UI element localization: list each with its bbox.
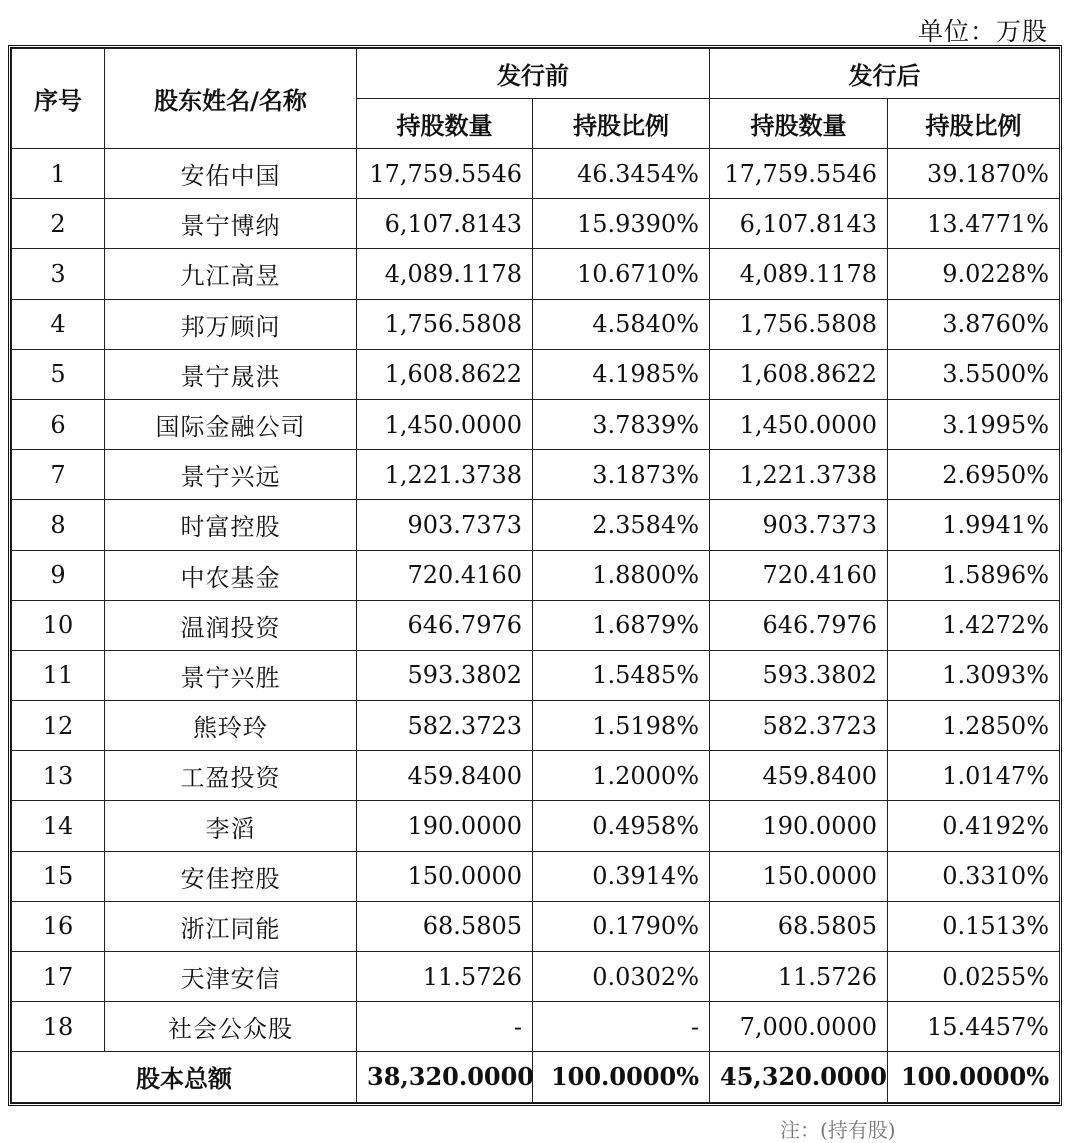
cell-before-shares: 6,107.8143 (357, 199, 533, 249)
header-row-top (12, 49, 1060, 99)
cell-after-ratio: 2.6950% (888, 450, 1060, 500)
cell-name: 景宁兴远 (105, 450, 357, 500)
table-row (12, 701, 1060, 751)
cell-idx: 1 (12, 149, 105, 199)
cell-before-ratio: - (533, 1002, 710, 1052)
cell-after-ratio: 1.5896% (888, 550, 1060, 600)
cell-before-ratio: 1.5198% (533, 701, 710, 751)
cell-after-ratio: 1.9941% (888, 500, 1060, 550)
cell-name: 李滔 (105, 801, 357, 851)
table-row (12, 550, 1060, 600)
cell-after-ratio: 0.1513% (888, 901, 1060, 951)
table-row (12, 500, 1060, 550)
cell-name: 熊玲玲 (105, 701, 357, 751)
cell-before-shares: 582.3723 (357, 701, 533, 751)
total-before-ratio: 100.0000% (533, 1052, 710, 1102)
cell-idx: 2 (12, 199, 105, 249)
cell-after-ratio: 3.1995% (888, 399, 1060, 449)
cell-after-shares: 459.8400 (710, 751, 888, 801)
table-row (12, 1002, 1060, 1052)
cell-before-shares: 1,756.5808 (357, 299, 533, 349)
header-after-ratio: 持股比例 (888, 99, 1060, 149)
cell-idx: 17 (12, 952, 105, 1002)
cell-name: 安佳控股 (105, 851, 357, 901)
cell-before-ratio: 1.2000% (533, 751, 710, 801)
cell-after-ratio: 39.1870% (888, 149, 1060, 199)
table-row (12, 149, 1060, 199)
cell-before-shares: 1,608.8622 (357, 349, 533, 399)
footnote: 注：(持有股) (780, 1118, 896, 1142)
cell-after-ratio: 1.3093% (888, 650, 1060, 700)
cell-after-shares: 68.5805 (710, 901, 888, 951)
cell-idx: 6 (12, 399, 105, 449)
header-before: 发行前 (357, 49, 710, 99)
header-after-shares: 持股数量 (710, 99, 888, 149)
cell-name: 中农基金 (105, 550, 357, 600)
cell-before-shares: 4,089.1178 (357, 249, 533, 299)
total-after-ratio: 100.0000% (888, 1052, 1060, 1102)
cell-idx: 9 (12, 550, 105, 600)
cell-before-ratio: 10.6710% (533, 249, 710, 299)
cell-idx: 5 (12, 349, 105, 399)
table-row (12, 299, 1060, 349)
cell-before-shares: 1,221.3738 (357, 450, 533, 500)
cell-name: 浙江同能 (105, 901, 357, 951)
cell-name: 天津安信 (105, 952, 357, 1002)
cell-name: 九江高昱 (105, 249, 357, 299)
cell-name: 安佑中国 (105, 149, 357, 199)
cell-before-ratio: 3.1873% (533, 450, 710, 500)
header-name: 股东姓名/名称 (105, 49, 357, 149)
table-row (12, 650, 1060, 700)
cell-name: 社会公众股 (105, 1002, 357, 1052)
header-before-shares: 持股数量 (357, 99, 533, 149)
cell-idx: 14 (12, 801, 105, 851)
table-body (12, 149, 1060, 1052)
cell-after-shares: 903.7373 (710, 500, 888, 550)
cell-before-ratio: 1.8800% (533, 550, 710, 600)
cell-before-shares: 17,759.5546 (357, 149, 533, 199)
cell-before-ratio: 0.3914% (533, 851, 710, 901)
header-idx: 序号 (12, 49, 105, 149)
total-label: 股本总额 (12, 1052, 357, 1102)
cell-after-shares: 582.3723 (710, 701, 888, 751)
cell-after-shares: 646.7976 (710, 600, 888, 650)
cell-after-ratio: 3.8760% (888, 299, 1060, 349)
cell-before-ratio: 2.3584% (533, 500, 710, 550)
cell-before-shares: - (357, 1002, 533, 1052)
cell-before-shares: 190.0000 (357, 801, 533, 851)
cell-before-ratio: 3.7839% (533, 399, 710, 449)
cell-before-shares: 903.7373 (357, 500, 533, 550)
cell-after-ratio: 9.0228% (888, 249, 1060, 299)
unit-label: 单位：万股 (917, 17, 1048, 46)
cell-idx: 15 (12, 851, 105, 901)
cell-before-ratio: 0.1790% (533, 901, 710, 951)
cell-after-ratio: 3.5500% (888, 349, 1060, 399)
cell-before-shares: 150.0000 (357, 851, 533, 901)
cell-before-shares: 11.5726 (357, 952, 533, 1002)
total-before-shares: 38,320.0000 (357, 1052, 533, 1102)
cell-before-ratio: 4.1985% (533, 349, 710, 399)
cell-idx: 13 (12, 751, 105, 801)
cell-after-ratio: 1.0147% (888, 751, 1060, 801)
cell-after-ratio: 0.0255% (888, 952, 1060, 1002)
cell-after-shares: 17,759.5546 (710, 149, 888, 199)
cell-before-shares: 68.5805 (357, 901, 533, 951)
cell-after-shares: 7,000.0000 (710, 1002, 888, 1052)
table-row (12, 851, 1060, 901)
table-row (12, 952, 1060, 1002)
cell-name: 景宁晟洪 (105, 349, 357, 399)
cell-before-ratio: 1.5485% (533, 650, 710, 700)
cell-after-shares: 190.0000 (710, 801, 888, 851)
cell-before-shares: 1,450.0000 (357, 399, 533, 449)
cell-before-ratio: 1.6879% (533, 600, 710, 650)
cell-idx: 7 (12, 450, 105, 500)
total-after-shares: 45,320.0000 (710, 1052, 888, 1102)
table-row (12, 399, 1060, 449)
cell-after-ratio: 15.4457% (888, 1002, 1060, 1052)
shareholding-table (11, 48, 1060, 1103)
table-row (12, 349, 1060, 399)
cell-before-ratio: 4.5840% (533, 299, 710, 349)
cell-before-ratio: 0.4958% (533, 801, 710, 851)
table-row (12, 751, 1060, 801)
cell-idx: 11 (12, 650, 105, 700)
cell-after-ratio: 0.3310% (888, 851, 1060, 901)
table-row (12, 249, 1060, 299)
cell-idx: 10 (12, 600, 105, 650)
cell-after-shares: 1,450.0000 (710, 399, 888, 449)
cell-idx: 3 (12, 249, 105, 299)
cell-name: 工盈投资 (105, 751, 357, 801)
cell-idx: 12 (12, 701, 105, 751)
cell-before-shares: 593.3802 (357, 650, 533, 700)
cell-after-ratio: 1.2850% (888, 701, 1060, 751)
cell-before-ratio: 46.3454% (533, 149, 710, 199)
cell-after-shares: 720.4160 (710, 550, 888, 600)
table-row (12, 801, 1060, 851)
cell-idx: 8 (12, 500, 105, 550)
cell-before-ratio: 0.0302% (533, 952, 710, 1002)
cell-after-shares: 6,107.8143 (710, 199, 888, 249)
cell-after-ratio: 13.4771% (888, 199, 1060, 249)
cell-idx: 4 (12, 299, 105, 349)
cell-after-shares: 11.5726 (710, 952, 888, 1002)
cell-name: 邦万顾问 (105, 299, 357, 349)
shareholding-table-frame (8, 45, 1062, 1106)
cell-name: 景宁兴胜 (105, 650, 357, 700)
table-row (12, 199, 1060, 249)
cell-name: 温润投资 (105, 600, 357, 650)
header-after: 发行后 (710, 49, 1060, 99)
table-row (12, 901, 1060, 951)
cell-before-ratio: 15.9390% (533, 199, 710, 249)
table-row (12, 600, 1060, 650)
table-row (12, 450, 1060, 500)
cell-after-shares: 1,756.5808 (710, 299, 888, 349)
cell-after-shares: 1,608.8622 (710, 349, 888, 399)
cell-after-ratio: 1.4272% (888, 600, 1060, 650)
cell-name: 景宁博纳 (105, 199, 357, 249)
total-row (12, 1052, 1060, 1102)
cell-idx: 18 (12, 1002, 105, 1052)
cell-name: 国际金融公司 (105, 399, 357, 449)
cell-after-shares: 593.3802 (710, 650, 888, 700)
cell-idx: 16 (12, 901, 105, 951)
cell-before-shares: 459.8400 (357, 751, 533, 801)
cell-name: 时富控股 (105, 500, 357, 550)
cell-before-shares: 646.7976 (357, 600, 533, 650)
header-before-ratio: 持股比例 (533, 99, 710, 149)
cell-after-ratio: 0.4192% (888, 801, 1060, 851)
cell-after-shares: 1,221.3738 (710, 450, 888, 500)
cell-before-shares: 720.4160 (357, 550, 533, 600)
cell-after-shares: 4,089.1178 (710, 249, 888, 299)
cell-after-shares: 150.0000 (710, 851, 888, 901)
